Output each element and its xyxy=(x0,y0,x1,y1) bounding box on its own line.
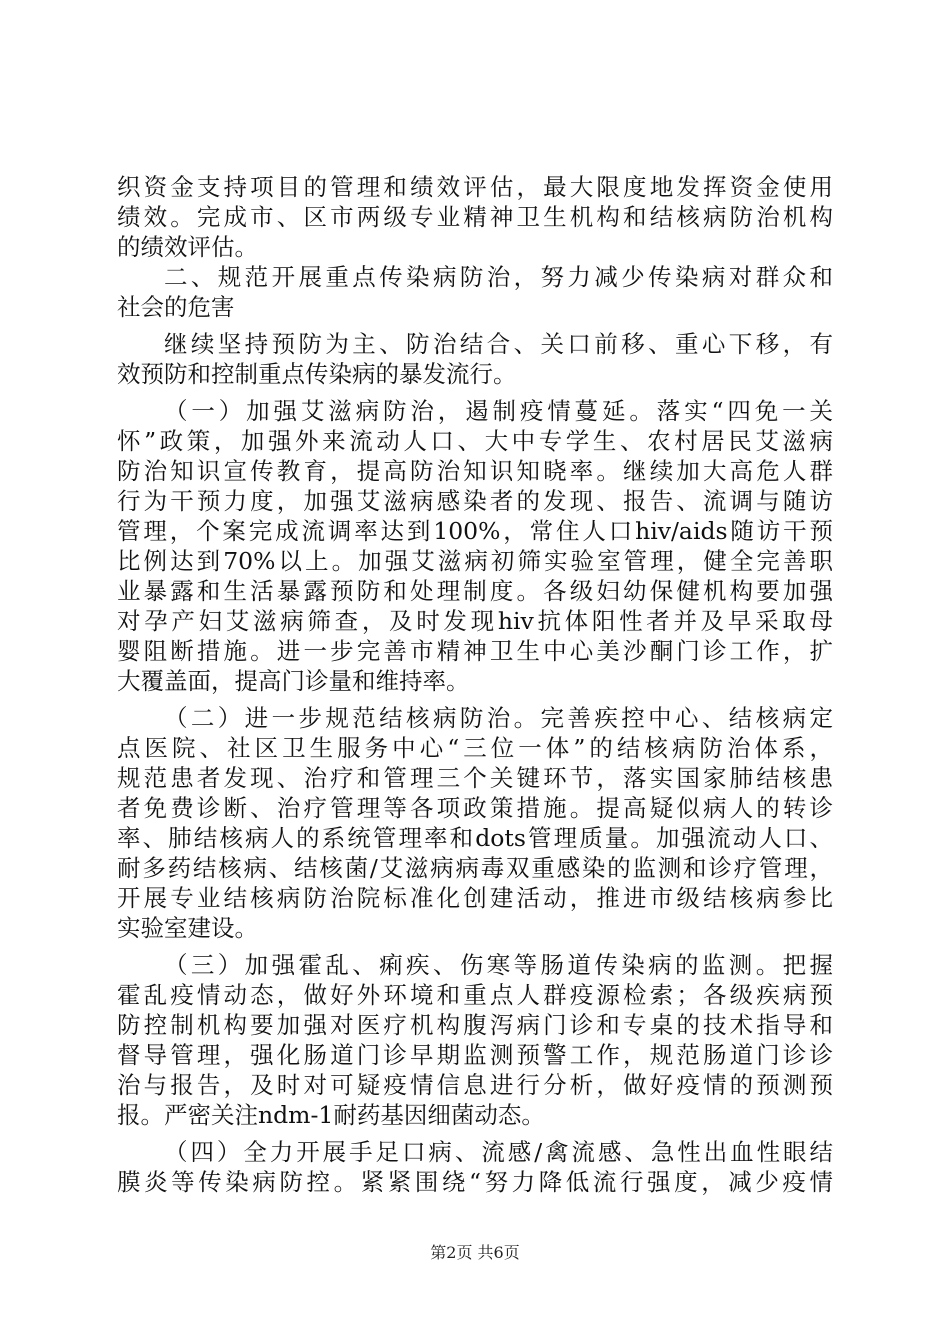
text-line: 实验室建设。 xyxy=(117,914,258,942)
text-line: 对孕产妇艾滋病筛查，及时发现hiv抗体阳性者并及早采取母 xyxy=(117,607,833,635)
text-line: 规范患者发现、治疗和管理三个关键环节，落实国家肺结核患 xyxy=(117,764,833,792)
text-line: 织资金支持项目的管理和绩效评估，最大限度地发挥资金使用 xyxy=(117,173,833,201)
text-line: 率、肺结核病人的系统管理率和dots管理质量。加强流动人口、 xyxy=(117,824,833,852)
text-line: 霍乱疫情动态，做好外环境和重点人群疫源检索；各级疾病预 xyxy=(117,981,833,1009)
text-line: 绩效。完成市、区市两级专业精神卫生机构和结核病防治机构 xyxy=(117,203,833,231)
text-line: 耐多药结核病、结核菌/艾滋病病毒双重感染的监测和诊疗管理， xyxy=(117,854,833,882)
text-line: 防治知识宣传教育，提高防治知识知晓率。继续加大高危人群 xyxy=(117,457,833,485)
text-line: 开展专业结核病防治院标准化创建活动，推进市级结核病参比 xyxy=(117,884,833,912)
text-line: 继续坚持预防为主、防治结合、关口前移、重心下移，有 xyxy=(164,330,833,358)
section-heading-line: 社会的危害 xyxy=(117,293,235,321)
text-line: 的绩效评估。 xyxy=(117,233,258,261)
text-line: 效预防和控制重点传染病的暴发流行。 xyxy=(117,360,517,388)
text-line: 防控制机构要加强对医疗机构腹泻病门诊和专桌的技术指导和 xyxy=(117,1011,833,1039)
text-line: 督导管理，强化肠道门诊早期监测预警工作，规范肠道门诊诊 xyxy=(117,1041,833,1069)
text-line: 大覆盖面，提高门诊量和维持率。 xyxy=(117,667,470,695)
text-line: （四）全力开展手足口病、流感/禽流感、急性出血性眼结 xyxy=(164,1138,833,1166)
text-line: 比例达到70%以上。加强艾滋病初筛实验室管理，健全完善职 xyxy=(117,547,833,575)
text-line: 者免费诊断、治疗管理等各项政策措施。提高疑似病人的转诊 xyxy=(117,794,833,822)
text-line: 点医院、社区卫生服务中心“三位一体”的结核病防治体系， xyxy=(117,734,833,762)
text-line: 膜炎等传染病防控。紧紧围绕“努力降低流行强度，减少疫情 xyxy=(117,1168,833,1196)
text-line: 怀”政策，加强外来流动人口、大中专学生、农村居民艾滋病 xyxy=(117,427,833,455)
text-line: 业暴露和生活暴露预防和处理制度。各级妇幼保健机构要加强 xyxy=(117,577,833,605)
page-footer: 第2页 共6页 xyxy=(430,1243,520,1262)
text-line: 行为干预力度，加强艾滋病感染者的发现、报告、流调与随访 xyxy=(117,487,833,515)
document-body xyxy=(117,172,833,1197)
text-line: （二）进一步规范结核病防治。完善疾控中心、结核病定 xyxy=(164,704,833,732)
text-line: 婴阻断措施。进一步完善市精神卫生中心美沙酮门诊工作，扩 xyxy=(117,637,833,665)
text-line: 管理，个案完成流调率达到100%，常住人口hiv/aids随访干预 xyxy=(117,517,833,545)
section-heading-line: 二、规范开展重点传染病防治，努力减少传染病对群众和 xyxy=(164,263,833,291)
text-line: （三）加强霍乱、痢疾、伤寒等肠道传染病的监测。把握 xyxy=(164,951,833,979)
text-line: 治与报告，及时对可疑疫情信息进行分析，做好疫情的预测预 xyxy=(117,1071,833,1099)
text-line: 报。严密关注ndm-1耐药基因细菌动态。 xyxy=(117,1101,545,1129)
text-line: （一）加强艾滋病防治，遏制疫情蔓延。落实“四免一关 xyxy=(164,397,833,425)
